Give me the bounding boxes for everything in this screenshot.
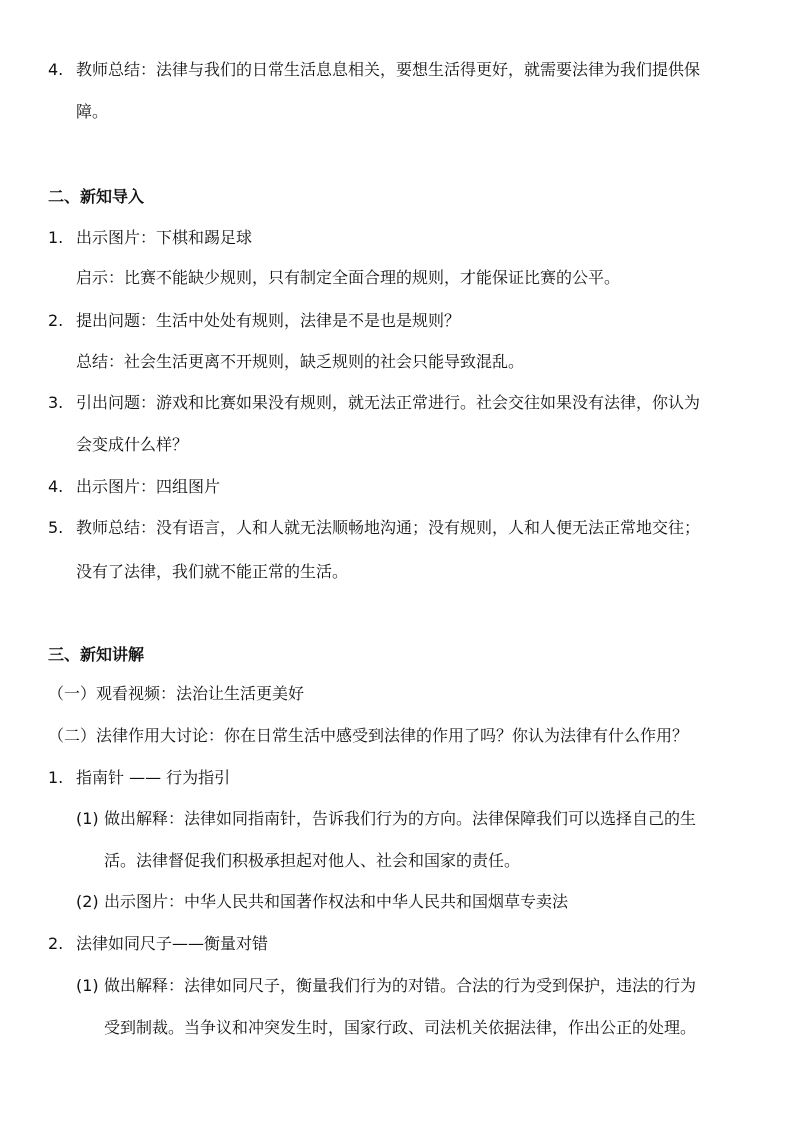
sub-list-text: 活。法律督促我们积极承担起对他人、社会和国家的责任。: [104, 851, 521, 870]
list-number: 4.: [48, 60, 64, 79]
subsection-text: （二）法律作用大讨论：你在日常生活中感受到法律的作用了吗？你认为法律有什么作用？: [48, 726, 689, 745]
list-text: 教师总结：没有语言，人和人就无法顺畅地沟通；没有规则，人和人便无法正常地交往；: [76, 518, 701, 537]
sub-list-text: 出示图片：中华人民共和国著作权法和中华人民共和国烟草专卖法: [104, 892, 569, 911]
sub-list-number: (2): [76, 892, 99, 911]
list-number: 2.: [48, 934, 64, 953]
list-text: 没有了法律，我们就不能正常的生活。: [76, 562, 349, 581]
list-number: 5.: [48, 518, 64, 537]
sub-list-number: (1): [76, 976, 99, 995]
list-text: 会变成什么样？: [76, 435, 189, 454]
list-number: 4.: [48, 477, 64, 496]
list-text: 教师总结：法律与我们的日常生活息息相关，要想生活得更好，就需要法律为我们提供保: [76, 60, 701, 79]
sub-list-number: (1): [76, 809, 99, 828]
list-number: 1.: [48, 228, 64, 247]
list-number: 1.: [48, 768, 64, 787]
list-number: 3.: [48, 393, 64, 412]
list-text: 法律如同尺子——衡量对错: [76, 934, 269, 953]
list-text: 障。: [76, 102, 109, 121]
list-text: 启示：比赛不能缺少规则，只有制定全面合理的规则，才能保证比赛的公平。: [76, 268, 621, 287]
sub-list-text: 做出解释：法律如同指南针，告诉我们行为的方向。法律保障我们可以选择自己的生: [104, 809, 697, 828]
list-text: 出示图片：四组图片: [76, 477, 221, 496]
sub-list-text: 做出解释：法律如同尺子，衡量我们行为的对错。合法的行为受到保护，违法的行为: [104, 976, 697, 995]
list-text: 总结：社会生活更离不开规则，缺乏规则的社会只能导致混乱。: [76, 352, 525, 371]
section-heading: 三、新知讲解: [48, 645, 145, 664]
list-text: 引出问题：游戏和比赛如果没有规则，就无法正常进行。社会交往如果没有法律，你认为: [76, 393, 701, 412]
list-text: 出示图片：下棋和踢足球: [76, 228, 253, 247]
sub-list-text: 受到制裁。当争议和冲突发生时，国家行政、司法机关依据法律，作出公正的处理。: [104, 1018, 697, 1037]
list-text: 提出问题：生活中处处有规则，法律是不是也是规则？: [76, 311, 461, 330]
subsection-text: （一）观看视频：法治让生活更美好: [48, 684, 305, 703]
list-text: 指南针 —— 行为指引: [76, 768, 231, 787]
section-heading: 二、新知导入: [48, 187, 145, 206]
list-number: 2.: [48, 311, 64, 330]
